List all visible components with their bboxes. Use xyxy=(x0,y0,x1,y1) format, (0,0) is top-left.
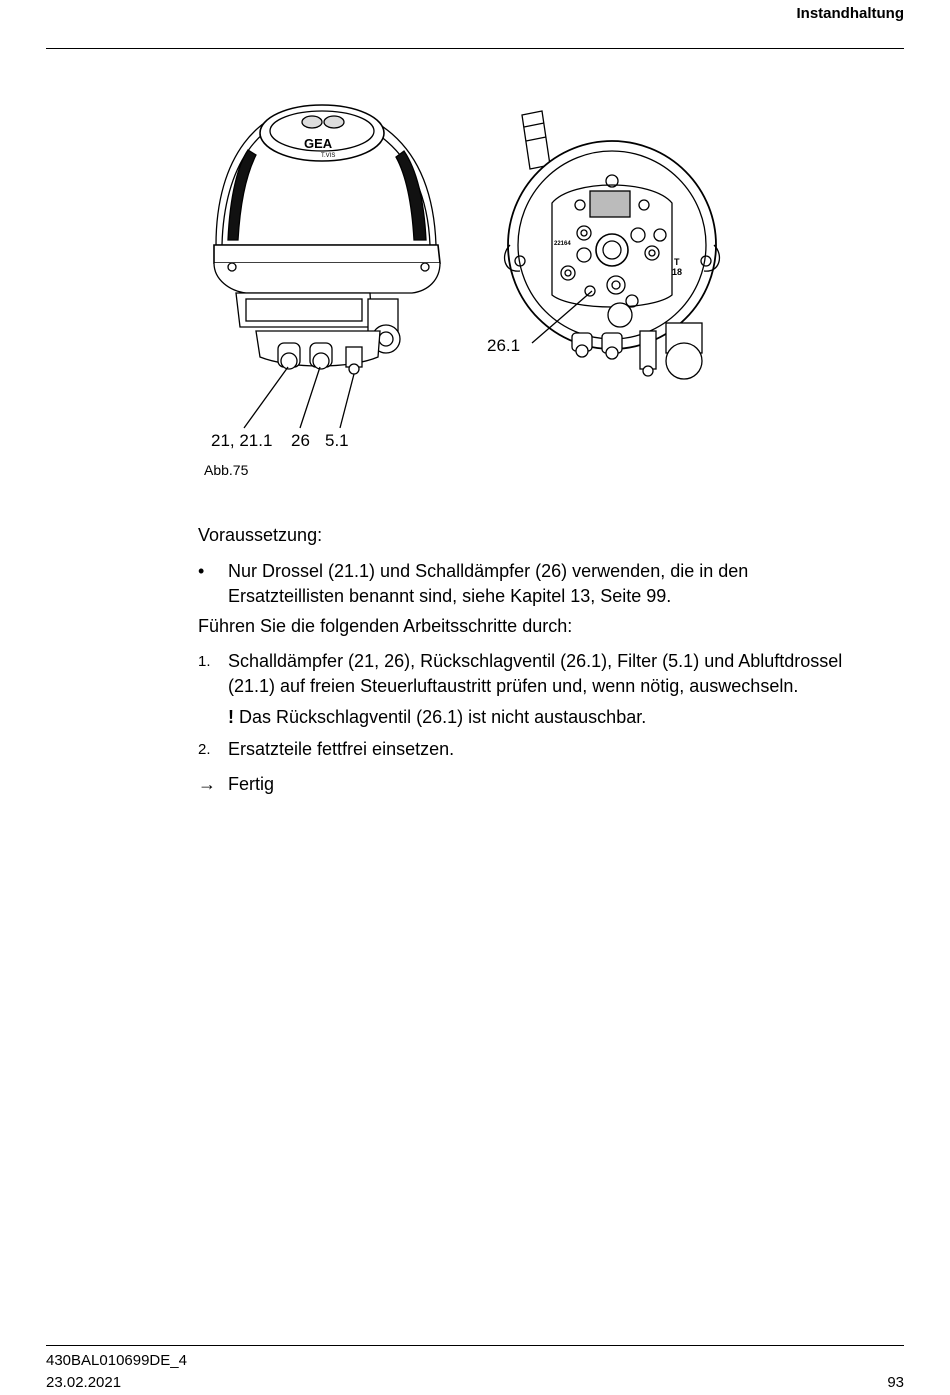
footer-rule xyxy=(46,1345,904,1346)
result-text: Fertig xyxy=(228,774,275,794)
step-item-2 xyxy=(198,737,898,762)
footer-date: 23.02.2021 xyxy=(46,1374,122,1391)
step-item-1 xyxy=(198,649,898,729)
gea-logo-text: GEA xyxy=(304,136,333,151)
step-text xyxy=(228,649,898,730)
figure-abb75 xyxy=(200,95,760,485)
step-1-line-1: Schalldämpfer (21, 26), Rückschlagventil (26.1), Filter (5.1) und Abluftdrossel xyxy=(228,651,843,671)
page-number: 93 xyxy=(887,1374,904,1391)
callout-5-1: 5.1 xyxy=(325,431,349,450)
tiny-label-a: 22164 xyxy=(554,241,571,247)
warning-mark-icon: ! xyxy=(228,707,234,727)
prerequisite-text xyxy=(228,559,898,609)
model-label: T.VIS xyxy=(321,153,336,159)
control-head-closed-drawing xyxy=(214,105,440,428)
prerequisite-item xyxy=(198,559,898,609)
figure-caption: Abb.75 xyxy=(204,462,249,478)
tiny-label-b: T xyxy=(674,257,680,267)
base-plate-open-drawing xyxy=(505,111,720,379)
prerequisite-line-1: Nur Drossel (21.1) und Schalldämpfer (26) verwenden, die in den xyxy=(228,561,749,581)
tiny-label-c: 18 xyxy=(672,267,683,277)
running-header-title: Instandhaltung xyxy=(796,5,904,22)
prerequisite-heading: Voraussetzung: xyxy=(198,525,323,545)
header-rule xyxy=(46,48,904,49)
step-number: 1. xyxy=(198,653,211,670)
callout-21-21-1: 21, 21.1 xyxy=(211,431,273,450)
step-text: Ersatzteile fettfrei einsetzen. xyxy=(228,739,455,759)
steps-intro: Führen Sie die folgenden Arbeitsschritte durch: xyxy=(198,616,573,636)
technical-drawing xyxy=(200,95,760,485)
result-arrow-icon: → xyxy=(198,774,216,794)
step-1-line-2: (21.1) auf freien Steuerluftaustritt prüfen und, wenn nötig, auswechseln. xyxy=(228,676,799,696)
footer-document-id: 430BAL010699DE_4 xyxy=(46,1352,187,1369)
result-item xyxy=(198,772,898,797)
step-note-text: Das Rückschlagventil (26.1) ist nicht austauschbar. xyxy=(239,707,647,727)
step-note xyxy=(228,705,898,730)
prerequisite-line-2: Ersatzteillisten benannt sind, siehe Kapitel 13, Seite 99. xyxy=(228,586,672,606)
step-number: 2. xyxy=(198,741,211,758)
callout-26-1: 26.1 xyxy=(487,336,521,355)
bullet-marker: • xyxy=(198,561,205,581)
callout-26: 26 xyxy=(291,431,310,450)
